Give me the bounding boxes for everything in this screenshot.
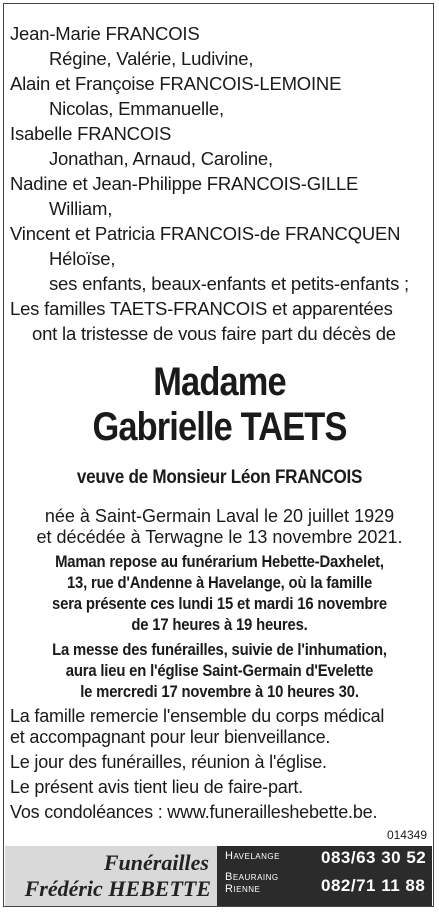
- funeral-home-name: [5, 846, 215, 906]
- family-line: William,: [49, 198, 113, 219]
- funeral-home-footer: [5, 846, 432, 906]
- mass-info-line: aura lieu en l'église Saint-Germain d'Evelette: [65, 662, 374, 680]
- rest-info-line: Maman repose au funérarium Hebette-Daxhelet,: [55, 553, 384, 571]
- rest-info-line: de 17 heures à 19 heures.: [131, 616, 308, 634]
- family-line: Les familles TAETS-FRANCOIS et apparentées: [10, 298, 393, 319]
- closing-line: Vos condoléances : www.funerailleshebette.be.: [10, 802, 378, 822]
- family-line: Nadine et Jean-Philippe FRANCOIS-GILLE: [10, 173, 359, 194]
- phone-number: 082/71 11 88: [321, 876, 426, 895]
- family-line: Régine, Valérie, Ludivine,: [49, 48, 254, 69]
- mass-info-line: La messe des funérailles, suivie de l'inhumation,: [52, 641, 387, 659]
- closing-line: Le jour des funérailles, réunion à l'église.: [10, 752, 327, 772]
- family-line: Alain et Françoise FRANCOIS-LEMOINE: [10, 73, 342, 94]
- family-line: ses enfants, beaux-enfants et petits-enfants ;: [49, 273, 409, 294]
- reference-number: 014349: [386, 828, 427, 842]
- deceased-name: Gabrielle TAETS: [92, 405, 347, 449]
- birth-line: née à Saint-Germain Laval le 20 juillet 1929: [44, 506, 395, 526]
- funeral-home-title: Funérailles: [103, 850, 209, 875]
- location-label: Havelange: [225, 850, 280, 862]
- rest-info-line: sera présente ces lundi 15 et mardi 16 novembre: [52, 595, 387, 613]
- closing-line: Le présent avis tient lieu de faire-part.: [10, 777, 303, 797]
- family-line: Isabelle FRANCOIS: [10, 123, 172, 144]
- closing-line: et accompagnant pour leur bienveillance.: [10, 727, 331, 747]
- phone-number: 083/63 30 52: [321, 848, 427, 867]
- family-line: Jonathan, Arnaud, Caroline,: [49, 148, 273, 169]
- death-line: et décédée à Terwagne le 13 novembre 2021.: [36, 527, 403, 547]
- contact-block: [217, 846, 432, 906]
- family-line: ont la tristesse de vous faire part du décès de: [32, 323, 396, 344]
- family-line: Héloïse,: [49, 248, 116, 269]
- funeral-home-owner: Frédéric HEBETTE: [24, 876, 211, 901]
- location-label: Beauraing Rienne: [225, 871, 279, 895]
- family-line: Vincent et Patricia FRANCOIS-de FRANCQUEN: [10, 223, 401, 244]
- widow-of: veuve de Monsieur Léon FRANCOIS: [76, 467, 363, 488]
- rest-info-line: 13, rue d'Andenne à Havelange, où la famille: [66, 574, 373, 592]
- family-line: Nicolas, Emmanuelle,: [49, 98, 224, 119]
- mass-info-line: le mercredi 17 novembre à 10 heures 30.: [80, 683, 359, 701]
- deceased-title: Madame: [153, 360, 286, 404]
- family-line: Jean-Marie FRANCOIS: [10, 23, 200, 44]
- closing-line: La famille remercie l'ensemble du corps médical: [10, 706, 385, 726]
